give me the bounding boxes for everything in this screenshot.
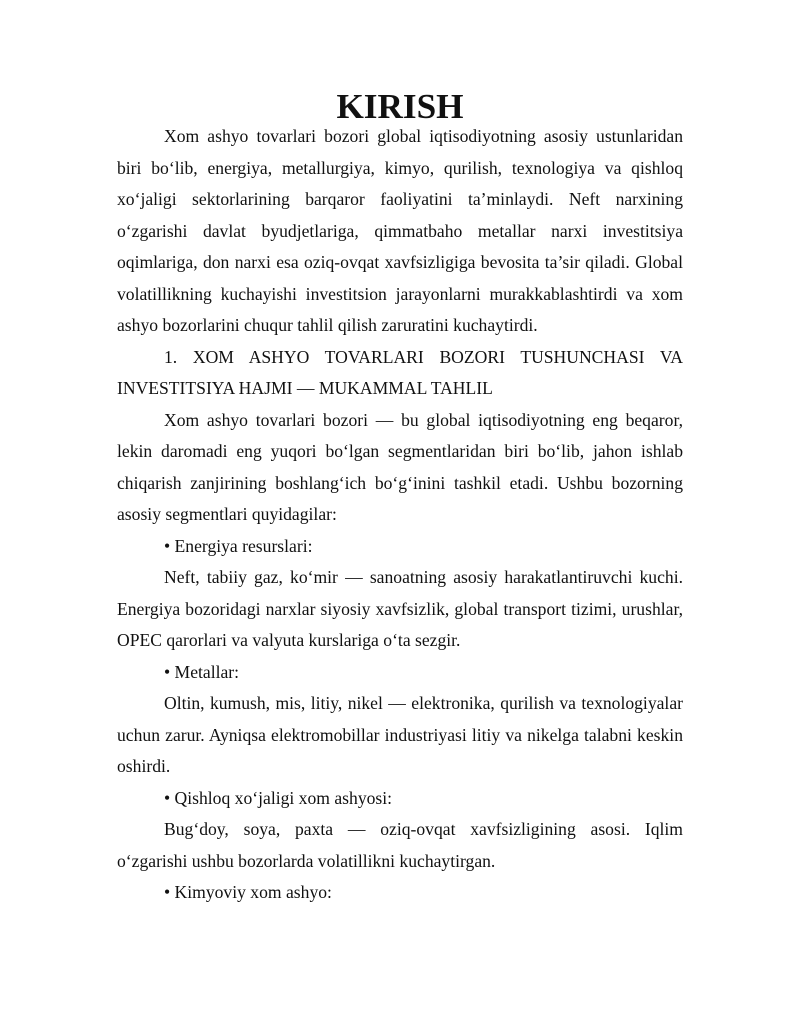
bullet-energy: • Energiya resurslari: (164, 535, 313, 556)
agriculture-paragraph: Bug‘doy, soya, paxta — oziq-ovqat xavfsizligining asosi. Iqlim o‘zgarishi ushbu bozorlarda volatillikni kuchaytirgan. (117, 819, 683, 871)
section-paragraph: Xom ashyo tovarlari bozori — bu global iqtisodiyotning eng beqaror, lekin daromadi eng yuqori bo‘lgan segmentlaridan biri bo‘lib, jahon ishlab chiqarish zanjirining boshlang‘ich bo‘g‘inini tashkil etadi. Ushbu bozorning asosiy segmentlari quyidagilar: (117, 409, 683, 524)
bullet-agriculture: • Qishloq xo‘jaligi xom ashyosi: (164, 787, 393, 808)
intro-paragraph: Xom ashyo tovarlari bozori global iqtisodiyotning asosiy ustunlaridan biri bo‘lib, energiya, metallurgiya, kimyo, qurilish, texnologiya va qishloq xo‘jaligi sektorlarining barqaror faoliyatini ta’minlaydi. Neft narxining o‘zgarishi davlat byudjetlariga, qimmatbaho metallar narxi investitsiya oqimlariga, don narxi esa oziq-ovqat xavfsizligiga bevosita ta’sir qiladi. Global volatillikning kuchayishi investitsion jarayonlarni murakkablashtirdi va xom ashyo bozorlarini chuqur tahlil qilish zaruratini kuchaytirdi. (117, 126, 683, 335)
section-heading: 1. XOM ASHYO TOVARLARI BOZORI TUSHUNCHASI VA INVESTITSIYA HAJMI — MUKAMMAL TAHLIL (117, 346, 683, 398)
document-page (117, 87, 683, 909)
page-title: KIRISH (336, 87, 464, 126)
bullet-chemical: • Kimyoviy xom ashyo: (164, 882, 332, 902)
metals-paragraph: Oltin, kumush, mis, litiy, nikel — elektronika, qurilish va texnologiyalar uchun zarur. Ayniqsa elektromobillar industriyasi litiy va nikelga talabni keskin oshirdi. (117, 693, 683, 776)
energy-paragraph: Neft, tabiiy gaz, ko‘mir — sanoatning asosiy harakatlantiruvchi kuchi. Energiya bozoridagi narxlar siyosiy xavfsizlik, global transport tizimi, urushlar, OPEC qarorlari va valyuta kurslariga o‘ta sezgir. (117, 567, 683, 650)
bullet-metals: • Metallar: (164, 661, 240, 682)
